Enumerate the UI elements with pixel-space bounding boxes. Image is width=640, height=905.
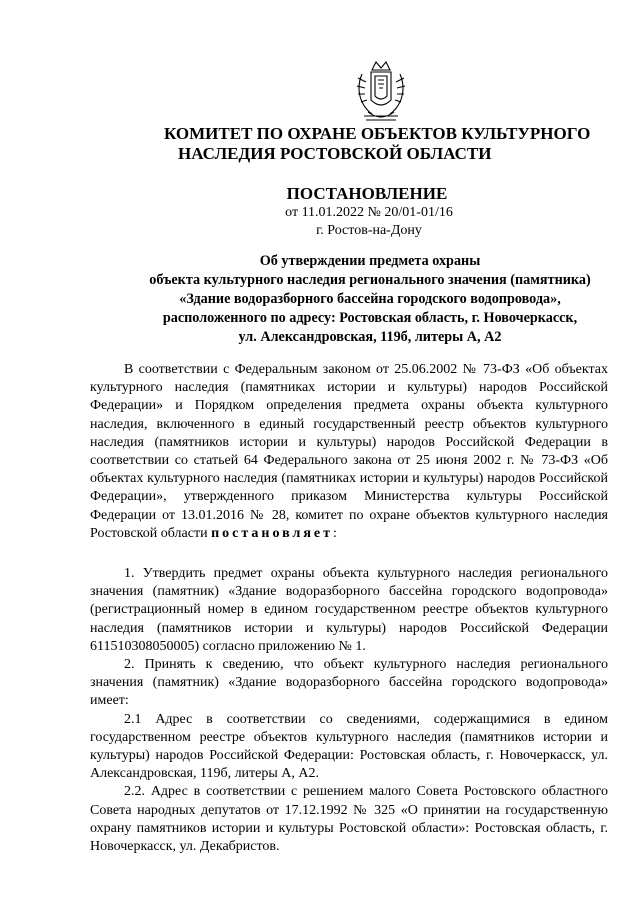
item-2: 2. Принять к сведению, что объект культурного наследия регионального значения (памятник) «Здание водоразборного бассейна городского водопровода» имеет: <box>90 657 608 709</box>
item-1: 1. Утвердить предмет охраны объекта культурного наследия регионального значения (памятник) «Здание водоразборного бассейна городского водопровода» (регистрационный номер в едином государственном реестре объектов культурного наследия (памятников истории и культуры) народов Российской Федерации 611510308050005) согласно приложению № 1. <box>90 566 608 654</box>
preamble-paragraph <box>90 361 608 543</box>
document-subject <box>110 252 630 347</box>
preamble-section <box>90 361 608 543</box>
resolves-word: постановляет <box>211 525 334 541</box>
document-title: ПОСТАНОВЛЕНИЕ <box>286 184 448 203</box>
item-2-1: 2.1 Адрес в соответствии со сведениями, содержащимися в едином государственном реестре объектов культурного наследия (памятников истории и культуры) народов Российской Федерации: Ростовская область, г. Новочеркасск, ул. Александровская, 119б, литеры А, А2. <box>90 711 608 782</box>
subject-line: «Здание водоразборного бассейна городского водопровода», <box>179 291 561 307</box>
document-date-number: от 11.01.2022 № 20/01-01/16 <box>285 205 453 220</box>
resolves-colon: : <box>333 525 337 541</box>
subject-line: объекта культурного наследия регионального значения (памятника) <box>149 272 591 288</box>
committee-name-line-1: КОМИТЕТ ПО ОХРАНЕ ОБЪЕКТОВ КУЛЬТУРНОГО <box>164 124 591 143</box>
subject-line: Об утверждении предмета охраны <box>259 253 481 269</box>
subject-line: расположенного по адресу: Ростовская область, г. Новочеркасск, <box>162 310 578 326</box>
item-2-2: 2.2. Адрес в соответствии с решением малого Совета Ростовского областного Совета народных депутатов от 17.12.1992 № 325 «О принятии на государственную охрану памятников истории и культуры Ростовской области»: Ростовская область, г. Новочеркасск, ул. Декабристов. <box>90 784 608 855</box>
committee-name-line-2: НАСЛЕДИЯ РОСТОВСКОЙ ОБЛАСТИ <box>178 144 492 163</box>
resolution-items <box>90 565 608 856</box>
document-city: г. Ростов-на-Дону <box>316 223 422 238</box>
preamble-text: В соответствии с Федеральным законом от 25.06.2002 № 73-ФЗ «Об объектах культурного наследия (памятниках истории и культуры) народов Российской Федерации» и Порядком определения предмета охраны объекта культурного наследия, включенного в единый государственный реестр объектов культурного наследия (памятников истории и культуры) народов Российской Федерации в соответствии со статьей 64 Федерального закона от 25 июня 2002 г. № 73-ФЗ «Об объектах культурного наследия (памятниках истории и культуры) народов Российской Федерации», утвержденного приказом Министерства культуры Российской Федерации от 13.01.2016 № 28, комитет по охране объектов культурного наследия Ростовской области <box>90 362 608 541</box>
subject-line: ул. Александровская, 119б, литеры А, А2 <box>238 329 502 345</box>
coat-of-arms-icon <box>352 60 410 124</box>
